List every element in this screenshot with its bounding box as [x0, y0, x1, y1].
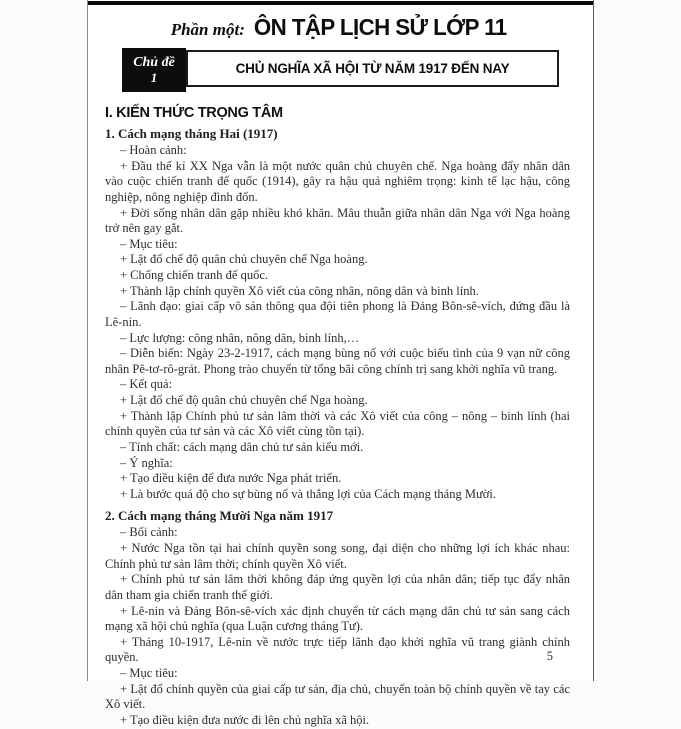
paragraph: + Là bước quá độ cho sự bùng nổ và thắng lợi của Cách mạng tháng Mười. [120, 486, 496, 501]
paragraph: + Nước Nga tồn tại hai chính quyền song song, đại diện cho những lợi ích khác nhau: Chính phủ tư sản lâm thời; chính quyền Xô viết. [105, 541, 570, 571]
part-label: Phần một: [170, 20, 245, 39]
paragraph: + Lê-nin và Đảng Bôn-sê-vích xác định chuyển từ cách mạng dân chủ tư sản sang cách mạng xã hội chủ nghĩa (qua Luận cương tháng Tư). [105, 603, 570, 634]
paragraph: + Đầu thế kỉ XX Nga vẫn là một nước quân chủ chuyên chế. Nga hoàng đẩy nhân dân vào cuộc chiến tranh đế quốc (1914), gây ra hậu quả nghiêm trọng: kinh tế lạc hậu, công nghiệp, nông nghiệp đình đốn. [105, 158, 570, 204]
paragraph: – Bối cảnh: [120, 525, 178, 540]
topic-label: Chủ đề [133, 54, 175, 70]
paragraph: – Tính chất: cách mạng dân chủ tư sản kiểu mới. [120, 439, 364, 454]
paragraph: + Lật đổ chế độ quân chủ chuyên chế Nga hoàng. [120, 393, 368, 407]
document-page [87, 0, 594, 727]
paragraph: + Chống chiến tranh đế quốc. [120, 268, 268, 282]
paragraph: – Hoàn cảnh: [120, 143, 187, 157]
part-title: ÔN TẬP LỊCH SỬ LỚP 11 [253, 14, 507, 40]
page-number: 5 [546, 649, 553, 663]
topic-number-box [122, 48, 186, 92]
topic-title-box [186, 50, 559, 87]
paragraph: – Mục tiêu: [120, 236, 178, 251]
subsection-heading-2: 2. Cách mạng tháng Mười Nga năm 1917 [105, 508, 334, 524]
paragraph: – Ý nghĩa: [120, 455, 173, 470]
topic-title-text: CHỦ NGHĨA XÃ HỘI TỪ NĂM 1917 ĐẾN NAY [235, 61, 510, 76]
paragraph: + Thành lập Chính phủ tư sản lâm thời và các Xô viết của công – nông – binh lính (hai chính quyền của tư sản và các Xô viết cùng tồn tại). [105, 408, 570, 439]
paragraph: + Lật đổ chính quyền của giai cấp tư sản, địa chủ, chuyển toàn bộ chính quyền về tay các Xô viết. [105, 681, 570, 712]
paragraph: + Đời sống nhân dân gặp nhiều khó khăn. Mâu thuẫn giữa nhân dân Nga với Nga hoàng trở nên gay gắt. [105, 205, 570, 236]
paragraph: + Tháng 10-1917, Lê-nin về nước trực tiếp lãnh đạo khởi nghĩa vũ trang giành chính quyền. [105, 634, 570, 665]
paragraph: – Mục tiêu: [120, 666, 178, 680]
paragraph: + Tạo điều kiện đưa nước đi lên chủ nghĩa xã hội. [120, 712, 370, 727]
subsection-heading-1: 1. Cách mạng tháng Hai (1917) [105, 126, 278, 141]
paragraph: + Tạo điều kiện để đưa nước Nga phát triển. [120, 471, 342, 486]
page-top-border [88, 1, 593, 5]
page-content [105, 105, 570, 729]
paragraph: – Lãnh đạo: giai cấp vô sản thông qua đội tiên phong là Đảng Bôn-sê-vích, đứng đầu là Lê-nin. [105, 299, 570, 329]
paragraph: – Lực lượng: công nhân, nông dân, binh lính,… [120, 330, 360, 345]
paragraph: + Thành lập chính quyền Xô viết của công nhân, nông dân và binh lính. [120, 283, 479, 298]
topic-header [122, 48, 559, 94]
topic-number: 1 [150, 69, 158, 85]
paragraph: – Kết quả: [120, 377, 173, 392]
page-title [88, 14, 593, 41]
section-heading-knowledge: I. KIẾN THỨC TRỌNG TÂM [105, 105, 283, 121]
paragraph: – Diễn biến: Ngày 23-2-1917, cách mạng bùng nổ với cuộc biểu tình của 9 vạn nữ công nhân Pê-tơ-rô-grát. Phong trào chuyển từ tổng bãi công chính trị sang khởi nghĩa vũ trang. [105, 346, 570, 376]
paragraph: + Lật đổ chế độ quân chủ chuyên chế Nga hoàng. [120, 252, 368, 267]
paragraph: + Chính phủ tư sản lâm thời không đáp ứng quyền lợi của nhân dân; tiếp tục đẩy nhân dân tham gia chiến tranh thế giới. [105, 572, 570, 602]
